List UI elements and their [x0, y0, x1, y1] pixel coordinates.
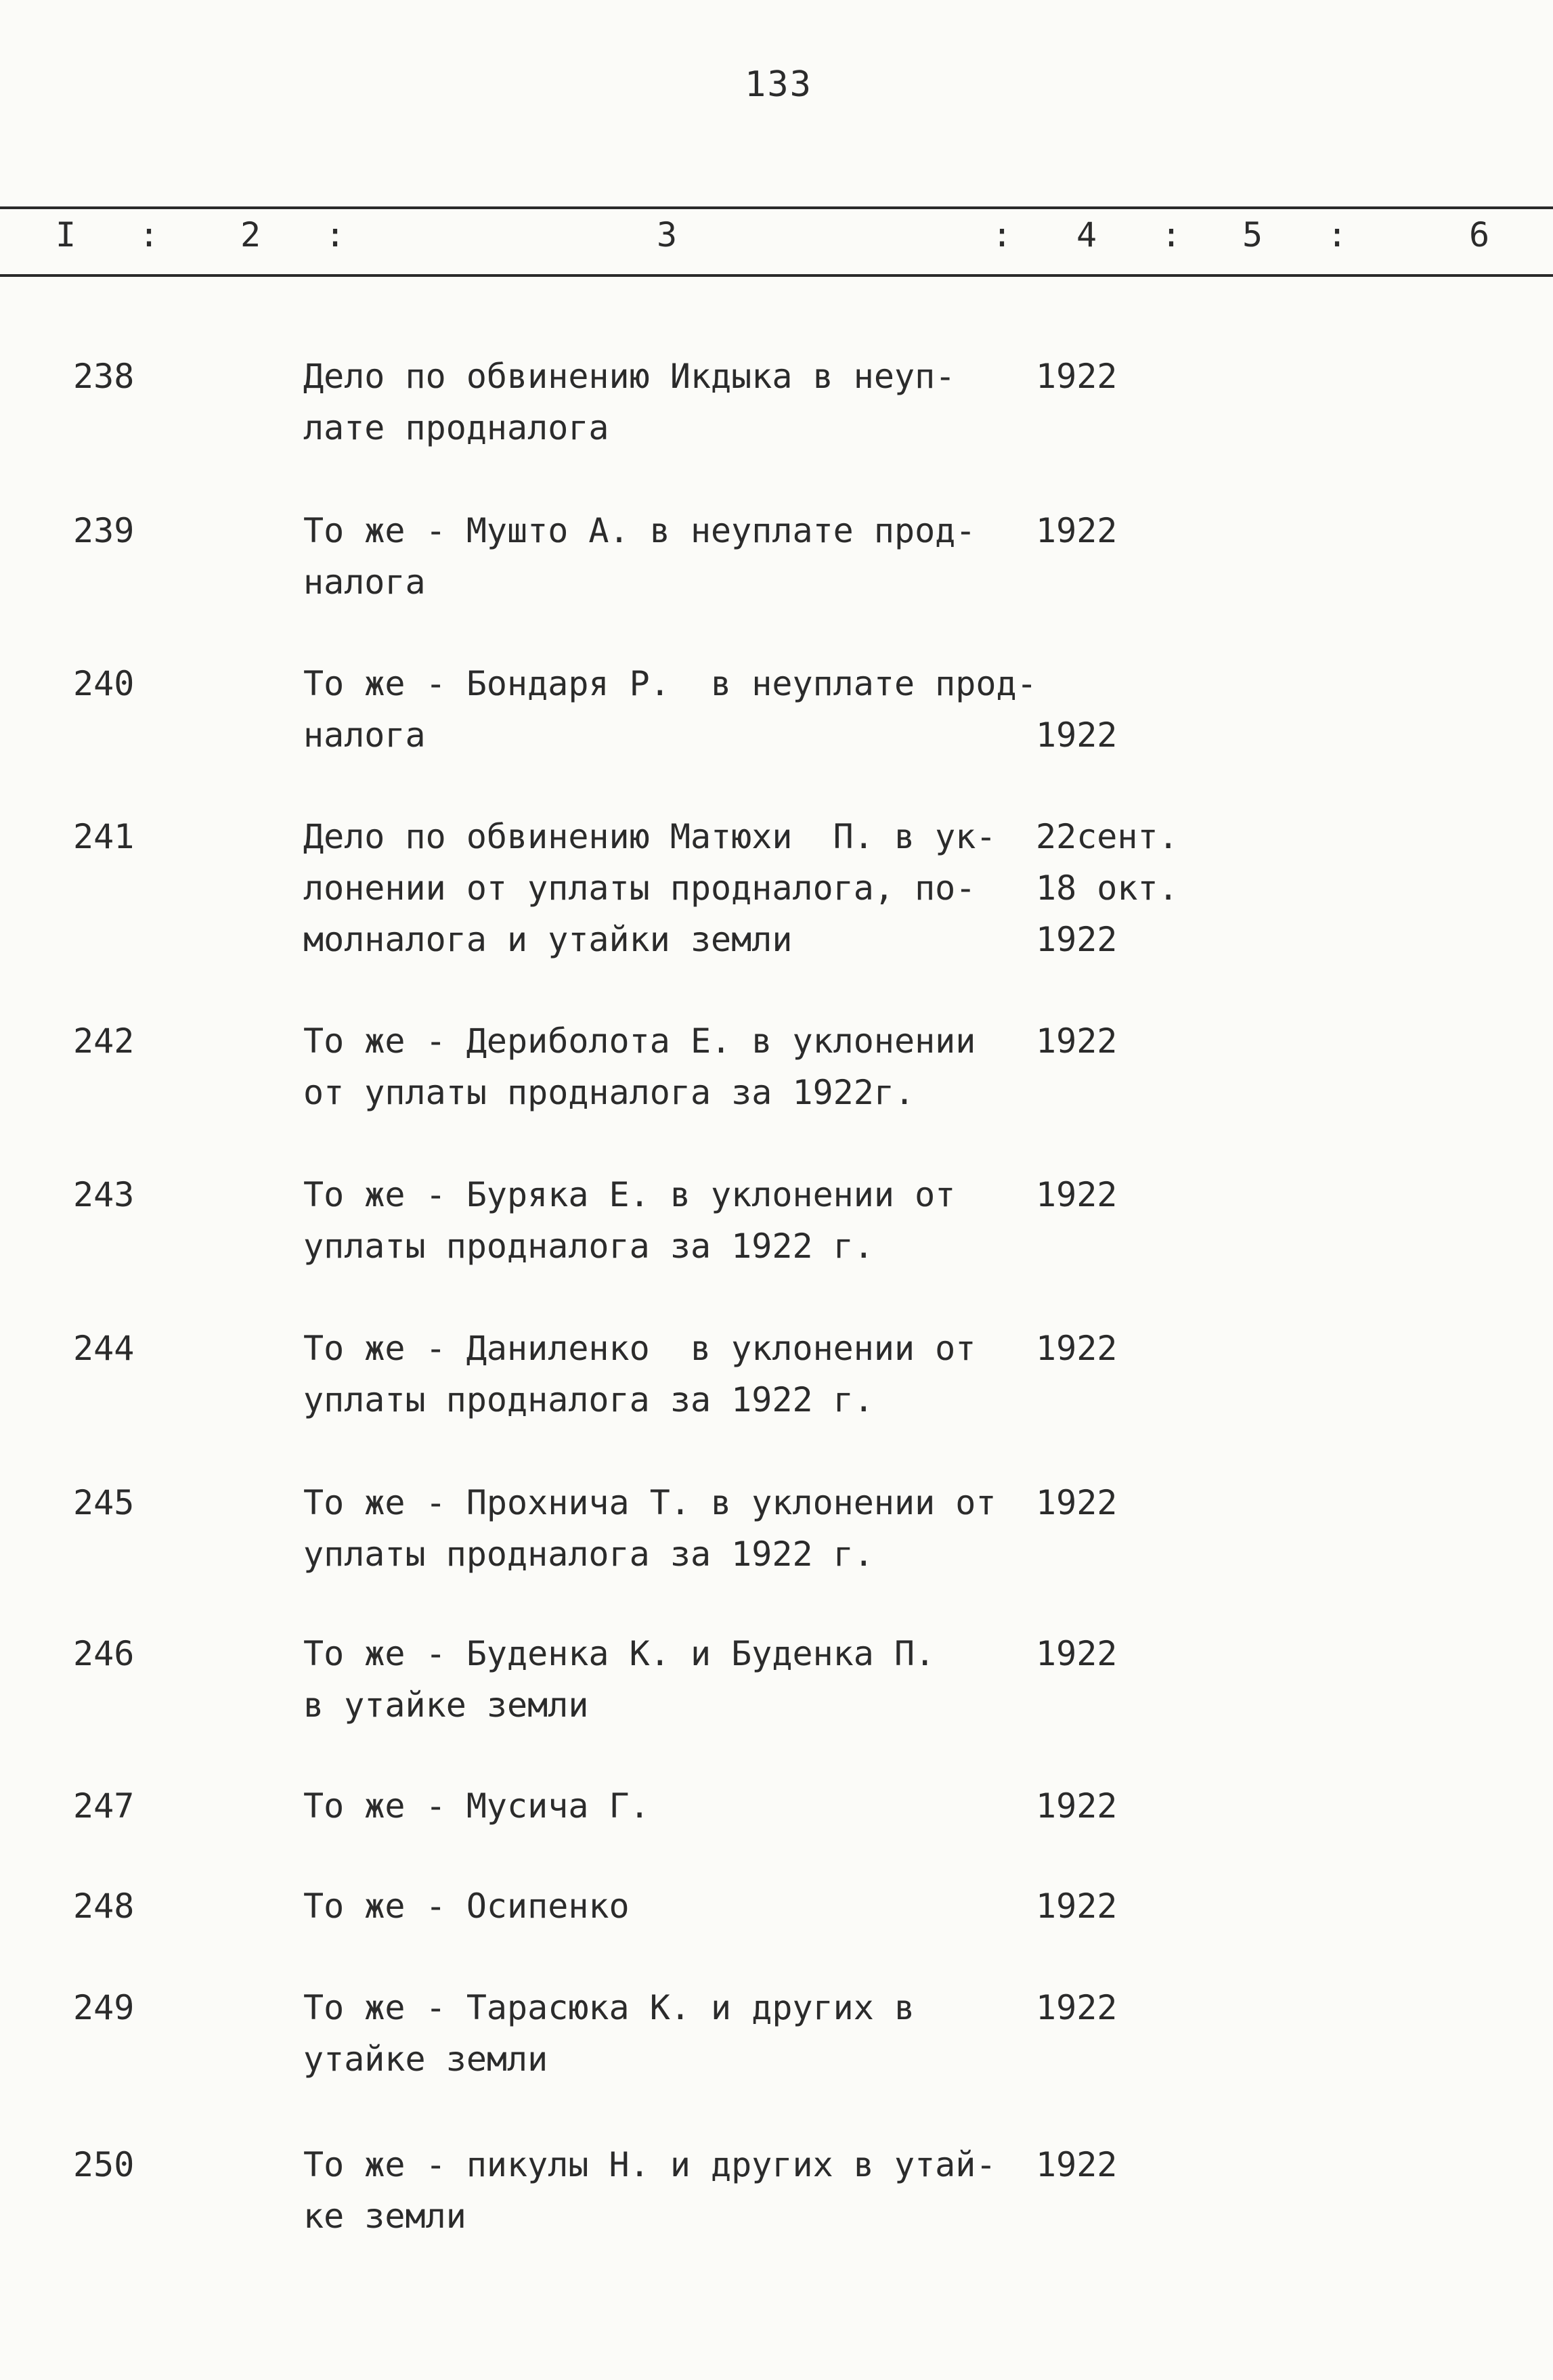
- entry-number: 242: [73, 1021, 135, 1061]
- column-header-5: 5: [1242, 215, 1263, 255]
- entry-description-line: То же - Мусича Г.: [303, 1786, 650, 1826]
- entry-date: 1922: [1036, 357, 1118, 396]
- entry-description: [303, 811, 1034, 965]
- entry-description-line: То же - Буденка К. и Буденка П.: [303, 1634, 936, 1673]
- column-header-row: [0, 215, 1553, 269]
- entry-description-line: в утайке земли: [303, 1685, 589, 1725]
- entry-date: 1922: [1036, 1887, 1118, 1926]
- entry-description-line: утайке земли: [303, 2040, 548, 2079]
- entry-description: [303, 1477, 1034, 1580]
- column-separator: :: [1327, 215, 1348, 255]
- entry-number: 247: [73, 1786, 135, 1826]
- entry-date: 1922: [1036, 511, 1118, 550]
- entry-dates: [1036, 1323, 1239, 1374]
- entry-description: [303, 1015, 1034, 1118]
- entry-number: 250: [73, 2145, 135, 2184]
- entry-number: 241: [73, 817, 135, 856]
- entry-description-line: налога: [303, 563, 426, 602]
- entry-number: 240: [73, 664, 135, 703]
- entry-dates: [1036, 1982, 1239, 2033]
- page-number: 133: [745, 64, 812, 105]
- column-separator: :: [139, 215, 160, 255]
- entry-description-line: То же - Тарасюка К. и других в: [303, 1988, 915, 2027]
- entry-dates: [1036, 1628, 1239, 1679]
- entry-description-line: То же - Дериболота Е. в уклонении: [303, 1021, 976, 1061]
- entry-number: 248: [73, 1887, 135, 1926]
- entry-description-line: То же - Мушто А. в неуплате прод-: [303, 511, 976, 550]
- entry-number: 238: [73, 357, 135, 396]
- entry-dates: [1036, 2139, 1239, 2190]
- entry-description: [303, 351, 1034, 454]
- entry-description-line: То же - Осипенко: [303, 1887, 630, 1926]
- entry-number: 246: [73, 1634, 135, 1673]
- entry-description-line: Дело по обвинению Икдыка в неуп-: [303, 357, 956, 396]
- header-bottom-rule: [0, 274, 1553, 277]
- entry-number: 244: [73, 1329, 135, 1368]
- entry-date: 1922: [1036, 1634, 1118, 1673]
- entry-description: [303, 658, 1037, 761]
- entry-description: [303, 505, 1034, 608]
- entry-dates: [1036, 1169, 1239, 1220]
- entry-dates: [1036, 351, 1239, 402]
- entry-date: 1922: [1036, 1483, 1118, 1522]
- column-header-3: 3: [657, 215, 678, 255]
- entry-description-line: лате продналога: [303, 408, 609, 447]
- entry-number: 249: [73, 1988, 135, 2027]
- entry-date: 18 окт.: [1036, 868, 1179, 908]
- entry-description: [303, 1982, 1034, 2085]
- entry-description-line: лонении от уплаты продналога, по-: [303, 868, 976, 908]
- entry-description: [303, 1628, 1034, 1731]
- column-header-2: 2: [240, 215, 261, 255]
- entry-description-line: уплаты продналога за 1922 г.: [303, 1227, 874, 1266]
- entry-description: [303, 2139, 1034, 2242]
- column-separator: :: [1161, 215, 1182, 255]
- entry-number: 239: [73, 511, 135, 550]
- entry-dates: [1036, 505, 1239, 556]
- entry-date: 1922: [1036, 2145, 1118, 2184]
- entry-date: 1922: [1036, 1021, 1118, 1061]
- entry-description-line: То же - Прохнича Т. в уклонении от: [303, 1483, 997, 1522]
- entry-number: 243: [73, 1175, 135, 1214]
- entry-date: 1922: [1036, 1329, 1118, 1368]
- entry-description: [303, 1323, 1034, 1426]
- entry-description: [303, 1780, 1034, 1832]
- entry-number: 245: [73, 1483, 135, 1522]
- entry-description-line: уплаты продналога за 1922 г.: [303, 1535, 874, 1574]
- entry-description-line: Дело по обвинению Матюхи П. в ук-: [303, 817, 997, 856]
- column-separator: :: [325, 215, 346, 255]
- entry-date: 1922: [1036, 920, 1118, 959]
- entry-description: [303, 1169, 1034, 1272]
- entry-dates: [1036, 1780, 1239, 1832]
- entry-description-line: ке земли: [303, 2197, 466, 2236]
- entry-description-line: То же - Бондаря Р. в неуплате прод-: [303, 664, 1037, 703]
- header-top-rule: [0, 206, 1553, 209]
- entry-date: 1922: [1036, 1175, 1118, 1214]
- entry-dates: [1036, 1477, 1239, 1528]
- entry-date: 1922: [1036, 1786, 1118, 1826]
- entry-description-line: от уплаты продналога за 1922г.: [303, 1073, 915, 1112]
- entry-description-line: То же - Даниленко в уклонении от: [303, 1329, 976, 1368]
- column-header-6: 6: [1469, 215, 1490, 255]
- entry-dates: [1036, 811, 1239, 965]
- column-header-4: 4: [1076, 215, 1097, 255]
- entry-description-line: налога: [303, 715, 426, 755]
- entry-description-line: То же - пикулы Н. и других в утай-: [303, 2145, 997, 2184]
- entry-description: [303, 1880, 1034, 1932]
- column-header-1: I: [56, 215, 76, 255]
- entry-dates: [1036, 709, 1239, 761]
- entry-description-line: молналога и утайки земли: [303, 920, 793, 959]
- entry-description-line: То же - Буряка Е. в уклонении от: [303, 1175, 956, 1214]
- entry-date: 1922: [1036, 715, 1118, 755]
- entry-date: 1922: [1036, 1988, 1118, 2027]
- entry-dates: [1036, 1880, 1239, 1932]
- column-separator: :: [992, 215, 1013, 255]
- entry-description-line: уплаты продналога за 1922 г.: [303, 1380, 874, 1419]
- entry-date: 22сент.: [1036, 817, 1179, 856]
- entry-dates: [1036, 1015, 1239, 1067]
